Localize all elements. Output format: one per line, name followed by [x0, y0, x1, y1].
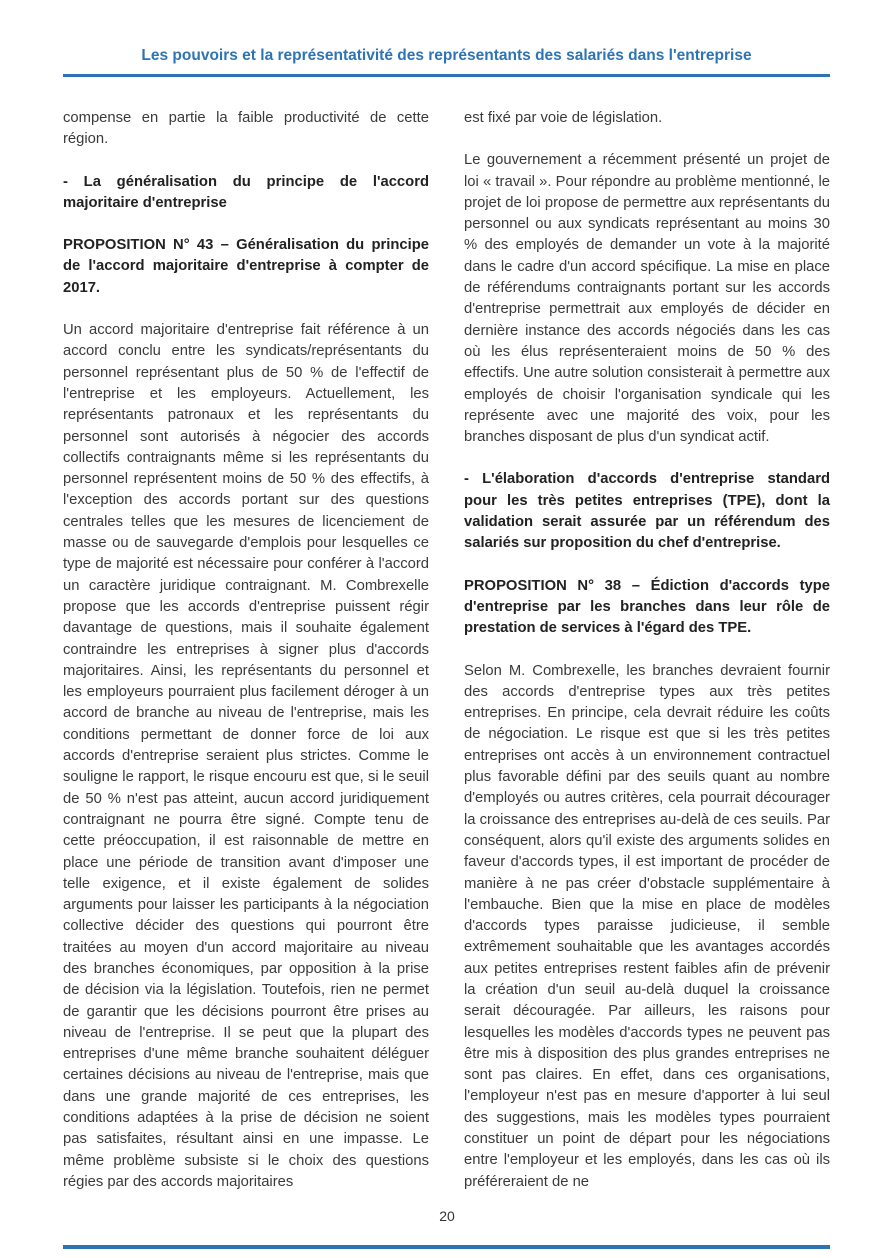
right-column	[464, 108, 830, 1214]
page-title: Les pouvoirs et la représentativité des représentants des salariés dans l'entreprise	[63, 46, 830, 77]
body-paragraph: est fixé par voie de législation.	[464, 110, 663, 126]
page-number: 20	[439, 1208, 455, 1224]
heading-paragraph: - L'élaboration d'accords d'entreprise standard pour les très petites entreprises (TPE), dont la validation serait assurée par un référendum des salariés sur proposition du chef d'entreprise.	[464, 471, 830, 552]
footer-rule	[63, 1245, 830, 1249]
body-paragraph: Le gouvernement a récemment présenté un projet de loi « travail ». Pour répondre au problème mentionné, le projet de loi propose de permettre aux représentants du personnel ou aux syndicats représentant au moins 30 % des employés de demander un vote à la majorité dans le cadre d'un accord spécifique. La mise en place de référendums contraignants portant sur les accords d'entreprise permettrait aux employés de décider en dernière instance des accords négociés dans les cas où les élus représenteraient moins de 50 % des effectifs. Une autre solution consisterait à permettre aux employés de choisir l'organisation syndicale qui les représente avec une majorité des voix, pour les branches disposant de plus d'un syndicat actif.	[464, 152, 830, 446]
body-paragraph: compense en partie la faible productivité de cette région.	[63, 110, 429, 148]
two-column-body	[63, 108, 830, 1214]
heading-paragraph: PROPOSITION N° 38 – Édiction d'accords type d'entreprise par les branches dans leur rôle de prestation de services à l'égard des TPE.	[464, 577, 830, 637]
heading-paragraph: PROPOSITION N° 43 – Généralisation du principe de l'accord majoritaire d'entreprise à compter de 2017.	[63, 237, 429, 296]
left-column	[63, 108, 429, 1214]
body-paragraph: Un accord majoritaire d'entreprise fait référence à un accord conclu entre les syndicats/représentants du personnel représentant plus de 50 % de l'effectif de l'entreprise et les employeurs. Actuellement, les représentants patronaux et les représentants du personnel sont autorisés à négocier des accords collectifs contraignants même si les représentants du personnel représentent moins de 50 % des effectifs, à l'exception des accords portant sur des questions centrales telles que les mesures de licenciement de masse ou de sauvegarde d'emplois pour lesquelles ce type de majorité est nécessaire pour conférer à l'accord un caractère juridique contraignant. M. Combrexelle propose que les accords d'entreprise puissent régir davantage de questions, mais il souhaite également contraindre les entreprises à signer plus d'accords majoritaires. Ainsi, les représentants du personnel et les employeurs pourraient plus facilement déroger à un accord de branche au niveau de l'entreprise, mais les conditions permettant de donner force de loi aux accords d'entreprise seraient plus strictes. Comme le souligne le rapport, le risque encouru est que, si le seuil de 50 % n'est pas atteint, aucun accord juridiquement contraignant ne pourra être signé. Compte tenu de cette préoccupation, il est raisonnable de mettre en place une période de transition avant d'imposer une telle exigence, et il existe également de solides arguments pour laisser les participants à la négociation collective décider des questions qui pourront être traitées au moyen d'un accord majoritaire au niveau des branches économiques, par opposition à la prise de décision via la législation. Toutefois, rien ne permet de garantir que les décisions pourront être prises au niveau de l'entreprise. Il se peut que la plupart des entreprises d'une même branche souhaitent déléguer certaines décisions au niveau de l'entreprise, mais que dans une grande majorité de ces entreprises, les conditions adaptées à la prise de décision ne soient pas satisfaites, résultant ainsi en une impasse. Le même problème subsiste si le choix des questions régies par des accords majoritaires	[63, 322, 429, 1190]
document-header	[63, 46, 830, 77]
heading-paragraph: - La généralisation du principe de l'accord majoritaire d'entreprise	[63, 173, 429, 211]
body-paragraph: Selon M. Combrexelle, les branches devraient fournir des accords d'entreprise types aux très petites entreprises. En principe, cela devrait réduire les coûts de négociation. Le risque est que si les très petites entreprises ont accès à un environnement contractuel plus favorable défini par des seuils quant au nombre d'employés ou autres critères, cela pourrait décourager la croissance des entreprises au-delà de ces seuils. Par conséquent, alors qu'il existe des arguments solides en faveur d'accords types, il est important de procéder de manière à ne pas créer d'obstacle supplémentaire à l'embauche. Bien que la mise en place de modèles d'accords types paraisse judicieuse, il semble extrêmement souhaitable que les avantages accordés aux petites entreprises restent faibles afin de prévenir la création d'un seuil au-delà duquel la croissance serait découragée. Par ailleurs, les raisons pour lesquelles les modèles d'accords types ne peuvent pas être mis à disposition des plus grandes entreprises ne sont pas claires. En effet, dans ces organisations, l'employeur n'est pas en mesure d'apporter à lui seul des suggestions, mais les modèles types pourraient constituer un point de départ pour les négociations entre l'employeur et les employés, dans les cas où ils préféreraient de ne	[464, 662, 830, 1190]
